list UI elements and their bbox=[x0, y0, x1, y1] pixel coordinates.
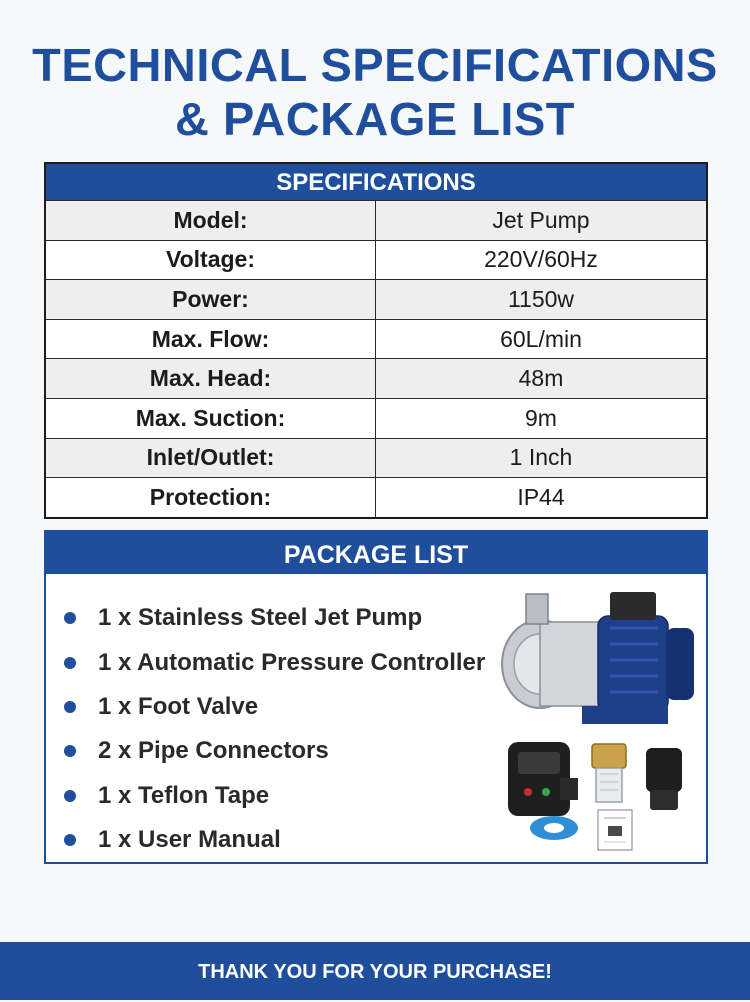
jet-pump-icon bbox=[502, 592, 694, 724]
spec-value: Jet Pump bbox=[492, 206, 590, 233]
package-list-panel bbox=[44, 530, 708, 864]
list-item bbox=[64, 640, 485, 684]
spec-key: Max. Head: bbox=[46, 359, 376, 398]
spec-row bbox=[46, 279, 706, 319]
spec-value: 9m bbox=[525, 404, 557, 431]
spec-key: Protection: bbox=[46, 478, 376, 517]
list-item-label: 1 x Automatic Pressure Controller bbox=[98, 648, 486, 676]
spec-row bbox=[46, 398, 706, 438]
spec-key: Max. Flow: bbox=[46, 320, 376, 359]
footer-banner bbox=[0, 942, 750, 1000]
footer-text: THANK YOU FOR YOUR PURCHASE! bbox=[198, 961, 552, 983]
spec-row bbox=[46, 358, 706, 398]
bullet-icon bbox=[64, 834, 76, 846]
spec-row bbox=[46, 319, 706, 359]
list-item-label: 2 x Pipe Connectors bbox=[98, 737, 329, 765]
spec-key: Voltage: bbox=[46, 241, 376, 280]
user-manual-icon bbox=[598, 810, 632, 850]
pressure-controller-icon bbox=[508, 742, 578, 816]
list-item bbox=[64, 596, 485, 640]
title-line-1: TECHNICAL SPECIFICATIONS bbox=[32, 39, 718, 91]
title-line-2: & PACKAGE LIST bbox=[175, 93, 575, 145]
spec-key: Max. Suction: bbox=[46, 399, 376, 438]
bullet-icon bbox=[64, 657, 76, 669]
list-item bbox=[64, 729, 485, 773]
spec-row bbox=[46, 438, 706, 478]
bullet-icon bbox=[64, 745, 76, 757]
spec-row bbox=[46, 240, 706, 280]
package-list-heading: PACKAGE LIST bbox=[46, 532, 706, 574]
page-title bbox=[0, 38, 750, 146]
pipe-connector-icon bbox=[646, 748, 682, 810]
specifications-table bbox=[44, 162, 708, 519]
list-item bbox=[64, 818, 485, 862]
spec-value: 1 Inch bbox=[509, 444, 573, 471]
spec-row bbox=[46, 200, 706, 240]
bullet-icon bbox=[64, 701, 76, 713]
list-item-label: 1 x User Manual bbox=[98, 826, 281, 854]
foot-valve-icon bbox=[592, 744, 626, 802]
bullet-icon bbox=[64, 790, 76, 802]
list-item bbox=[64, 685, 485, 729]
spec-row bbox=[46, 477, 706, 517]
spec-value: 220V/60Hz bbox=[484, 246, 598, 273]
package-items bbox=[64, 596, 485, 862]
list-item-label: 1 x Foot Valve bbox=[98, 692, 259, 720]
bullet-icon bbox=[64, 612, 76, 624]
list-item-label: 1 x Stainless Steel Jet Pump bbox=[98, 604, 423, 632]
list-item-label: 1 x Teflon Tape bbox=[98, 781, 270, 809]
spec-value: 60L/min bbox=[500, 325, 582, 352]
spec-value: 48m bbox=[518, 365, 564, 392]
spec-key: Power: bbox=[46, 280, 376, 319]
spec-key: Inlet/Outlet: bbox=[46, 439, 376, 478]
teflon-tape-icon bbox=[530, 816, 578, 840]
product-illustration bbox=[498, 582, 708, 852]
spec-value: 1150w bbox=[507, 285, 575, 312]
list-item bbox=[64, 774, 485, 818]
spec-key: Model: bbox=[46, 201, 376, 240]
spec-value: IP44 bbox=[517, 483, 565, 510]
specifications-heading: SPECIFICATIONS bbox=[46, 164, 706, 200]
